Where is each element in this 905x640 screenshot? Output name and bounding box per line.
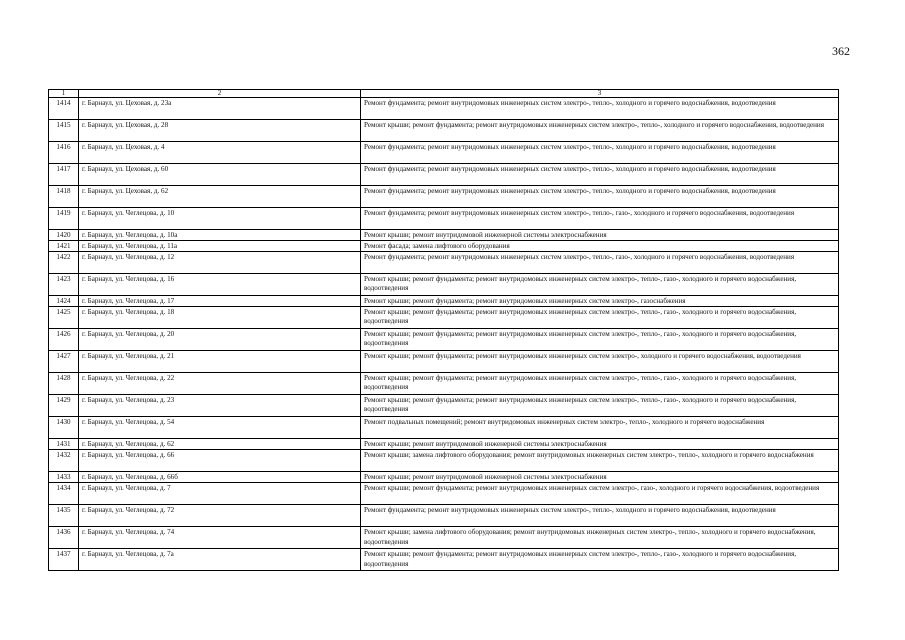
column-header-3: 3 — [361, 90, 839, 98]
row-number: 1427 — [49, 351, 79, 373]
row-number: 1417 — [49, 164, 79, 186]
repair-register-table — [48, 89, 839, 571]
row-address: г. Барнаул, ул. Цеховая, д. 23а — [79, 98, 361, 120]
row-number: 1416 — [49, 142, 79, 164]
row-number: 1435 — [49, 505, 79, 527]
row-address: г. Барнаул, ул. Чеглецова, д. 16 — [79, 274, 361, 296]
row-work-types: Ремонт крыши; ремонт внутридомовой инженерной системы электроснабжения — [361, 230, 839, 241]
row-address: г. Барнаул, ул. Чеглецова, д. 7 — [79, 483, 361, 505]
row-work-types: Ремонт крыши; замена лифтового оборудования; ремонт внутридомовых инженерных систем электро-, тепло-, холодного и горячего водоснабжения, водоотведения — [361, 527, 839, 549]
row-number: 1437 — [49, 549, 79, 571]
row-number: 1419 — [49, 208, 79, 230]
row-work-types: Ремонт крыши; замена лифтового оборудования; ремонт внутридомовых инженерных систем электро-, тепло-, холодного и горячего водоснабжения — [361, 450, 839, 472]
table-row — [49, 450, 839, 472]
row-address: г. Барнаул, ул. Чеглецова, д. 12 — [79, 252, 361, 274]
row-work-types: Ремонт фундамента; ремонт внутридомовых инженерных систем электро-, тепло-, холодного и горячего водоснабжения, водоотведения — [361, 142, 839, 164]
table-row — [49, 373, 839, 395]
table-row — [49, 120, 839, 142]
row-address: г. Барнаул, ул. Чеглецова, д. 11а — [79, 241, 361, 252]
row-number: 1420 — [49, 230, 79, 241]
row-address: г. Барнаул, ул. Чеглецова, д. 10а — [79, 230, 361, 241]
row-number: 1432 — [49, 450, 79, 472]
row-work-types: Ремонт крыши; ремонт фундамента; ремонт внутридомовых инженерных систем электро-, тепло-, газо-, холодного и горячего водоснабжения, водоотведения — [361, 373, 839, 395]
row-work-types: Ремонт крыши; ремонт фундамента; ремонт внутридомовых инженерных систем электро-, тепло-, газо-, холодного и горячего водоснабжения, водоотведения — [361, 274, 839, 296]
row-number: 1424 — [49, 296, 79, 307]
table-row — [49, 208, 839, 230]
table-row — [49, 186, 839, 208]
row-number: 1425 — [49, 307, 79, 329]
row-number: 1429 — [49, 395, 79, 417]
row-work-types: Ремонт крыши; ремонт внутридомовой инженерной системы электроснабжения — [361, 439, 839, 450]
table-row — [49, 351, 839, 373]
row-work-types: Ремонт фундамента; ремонт внутридомовых инженерных систем электро-, тепло-, газо-, холодного и горячего водоснабжения, водоотведения — [361, 252, 839, 274]
row-work-types: Ремонт крыши; ремонт фундамента; ремонт внутридомовых инженерных систем электро-, тепло-, газо-, холодного и горячего водоснабжения, водоотведения — [361, 329, 839, 351]
row-number: 1428 — [49, 373, 79, 395]
column-header-1: 1 — [49, 90, 79, 98]
row-number: 1415 — [49, 120, 79, 142]
row-work-types: Ремонт фундамента; ремонт внутридомовых инженерных систем электро-, тепло-, холодного и горячего водоснабжения, водоотведения — [361, 164, 839, 186]
row-number: 1422 — [49, 252, 79, 274]
row-address: г. Барнаул, ул. Чеглецова, д. 17 — [79, 296, 361, 307]
row-work-types: Ремонт крыши; ремонт внутридомовой инженерной системы электроснабжения — [361, 472, 839, 483]
table-row — [49, 417, 839, 439]
table-row — [49, 527, 839, 549]
row-address: г. Барнаул, ул. Чеглецова, д. 20 — [79, 329, 361, 351]
row-work-types: Ремонт фундамента; ремонт внутридомовых инженерных систем электро-, тепло-, холодного и горячего водоснабжения, водоотведения — [361, 505, 839, 527]
row-work-types: Ремонт фундамента; ремонт внутридомовых инженерных систем электро-, тепло-, холодного и горячего водоснабжения, водоотведения — [361, 186, 839, 208]
row-address: г. Барнаул, ул. Чеглецова, д. 72 — [79, 505, 361, 527]
table-row — [49, 483, 839, 505]
table-row — [49, 252, 839, 274]
table-row — [49, 329, 839, 351]
row-address: г. Барнаул, ул. Цеховая, д. 62 — [79, 186, 361, 208]
table-row — [49, 98, 839, 120]
row-address: г. Барнаул, ул. Чеглецова, д. 66 — [79, 450, 361, 472]
row-work-types: Ремонт крыши; ремонт фундамента; ремонт внутридомовых инженерных систем электро-, тепло-, газо-, холодного и горячего водоснабжения, водоотведения — [361, 549, 839, 571]
table-row — [49, 164, 839, 186]
row-address: г. Барнаул, ул. Чеглецова, д. 10 — [79, 208, 361, 230]
row-address: г. Барнаул, ул. Цеховая, д. 4 — [79, 142, 361, 164]
row-work-types: Ремонт подвальных помещений; ремонт внутридомовых инженерных систем электро-, тепло-, холодного и горячего водоснабжения — [361, 417, 839, 439]
column-header-2: 2 — [79, 90, 361, 98]
table-row — [49, 549, 839, 571]
row-work-types: Ремонт крыши; ремонт фундамента; ремонт внутридомовых инженерных систем электро-, газо-, холодного и горячего водоснабжения, водоотведения — [361, 483, 839, 505]
page-number: 362 — [832, 44, 850, 58]
table-row — [49, 296, 839, 307]
table-row — [49, 142, 839, 164]
row-number: 1433 — [49, 472, 79, 483]
row-address: г. Барнаул, ул. Цеховая, д. 28 — [79, 120, 361, 142]
row-number: 1426 — [49, 329, 79, 351]
row-work-types: Ремонт крыши; ремонт фундамента; ремонт внутридомовых инженерных систем электро-, газоснабжения — [361, 296, 839, 307]
row-work-types: Ремонт фундамента; ремонт внутридомовых инженерных систем электро-, тепло-, холодного и горячего водоснабжения, водоотведения — [361, 98, 839, 120]
row-number: 1434 — [49, 483, 79, 505]
row-number: 1430 — [49, 417, 79, 439]
row-address: г. Барнаул, ул. Чеглецова, д. 54 — [79, 417, 361, 439]
row-number: 1421 — [49, 241, 79, 252]
row-number: 1414 — [49, 98, 79, 120]
row-address: г. Барнаул, ул. Чеглецова, д. 7а — [79, 549, 361, 571]
row-address: г. Барнаул, ул. Цеховая, д. 60 — [79, 164, 361, 186]
row-work-types: Ремонт крыши; ремонт фундамента; ремонт внутридомовых инженерных систем электро-, холодного и горячего водоснабжения, водоотведения — [361, 351, 839, 373]
row-number: 1436 — [49, 527, 79, 549]
row-number: 1431 — [49, 439, 79, 450]
table-body — [49, 98, 839, 571]
table-row — [49, 439, 839, 450]
table-row — [49, 505, 839, 527]
row-work-types: Ремонт крыши; ремонт фундамента; ремонт внутридомовых инженерных систем электро-, тепло-, газо-, холодного и горячего водоснабжения, водоотведения — [361, 395, 839, 417]
row-address: г. Барнаул, ул. Чеглецова, д. 23 — [79, 395, 361, 417]
table-header-row — [49, 90, 839, 98]
row-work-types: Ремонт фасада; замена лифтового оборудования — [361, 241, 839, 252]
row-work-types: Ремонт крыши; ремонт фундамента; ремонт внутридомовых инженерных систем электро-, тепло-, холодного и горячего водоснабжения, водоотведения — [361, 120, 839, 142]
table-row — [49, 230, 839, 241]
row-work-types: Ремонт крыши; ремонт фундамента; ремонт внутридомовых инженерных систем электро-, тепло-, газо-, холодного и горячего водоснабжения, водоотведения — [361, 307, 839, 329]
row-address: г. Барнаул, ул. Чеглецова, д. 18 — [79, 307, 361, 329]
row-address: г. Барнаул, ул. Чеглецова, д. 62 — [79, 439, 361, 450]
row-number: 1418 — [49, 186, 79, 208]
row-address: г. Барнаул, ул. Чеглецова, д. 66б — [79, 472, 361, 483]
table-row — [49, 274, 839, 296]
row-work-types: Ремонт фундамента; ремонт внутридомовых инженерных систем электро-, тепло-, газо-, холодного и горячего водоснабжения, водоотведения — [361, 208, 839, 230]
row-number: 1423 — [49, 274, 79, 296]
row-address: г. Барнаул, ул. Чеглецова, д. 21 — [79, 351, 361, 373]
table-row — [49, 307, 839, 329]
row-address: г. Барнаул, ул. Чеглецова, д. 22 — [79, 373, 361, 395]
table-row — [49, 395, 839, 417]
table-row — [49, 472, 839, 483]
row-address: г. Барнаул, ул. Чеглецова, д. 74 — [79, 527, 361, 549]
table-row — [49, 241, 839, 252]
